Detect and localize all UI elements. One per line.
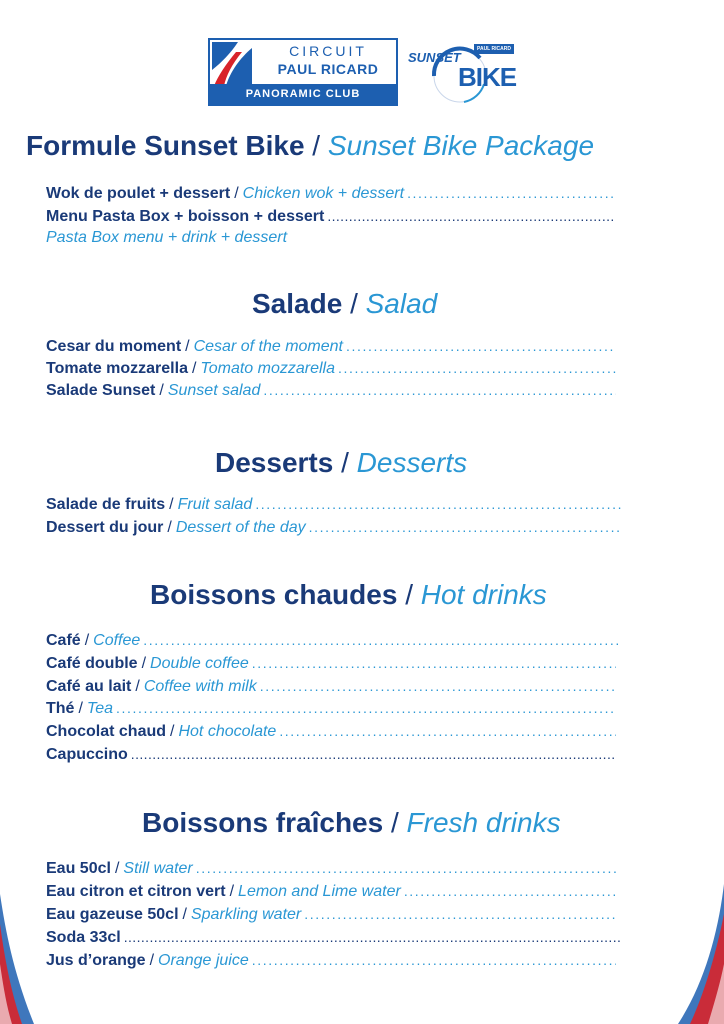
logo-sunset-text: SUNSET bbox=[408, 50, 461, 65]
heading-fr: Desserts bbox=[215, 447, 334, 478]
dot-leader bbox=[121, 926, 620, 948]
item-separator: / bbox=[167, 519, 172, 536]
item-en: Chicken wok + dessert bbox=[242, 185, 405, 202]
heading-en: Sunset Bike Package bbox=[327, 130, 595, 161]
item-fr: Tomate mozzarella bbox=[46, 360, 188, 377]
item-separator: / bbox=[234, 185, 239, 202]
item-en: Sparkling water bbox=[190, 906, 302, 923]
heading-formule bbox=[0, 129, 724, 163]
item-en: Coffee with milk bbox=[143, 678, 257, 695]
heading-fr: Boissons chaudes bbox=[150, 579, 398, 610]
dot-leader bbox=[193, 857, 616, 879]
item-fr: Café au lait bbox=[46, 678, 132, 695]
menu-item bbox=[46, 675, 616, 697]
menu-item bbox=[46, 857, 616, 879]
item-fr: Eau citron et citron vert bbox=[46, 883, 226, 900]
menu-item bbox=[46, 379, 616, 401]
menu-item bbox=[46, 205, 614, 227]
dot-leader bbox=[249, 949, 616, 971]
logo-panoramic-club-text: PANORAMIC CLUB bbox=[210, 84, 396, 104]
item-fr: Café double bbox=[46, 655, 138, 672]
item-fr: Dessert du jour bbox=[46, 519, 164, 536]
menu-item bbox=[46, 903, 616, 925]
dot-leader bbox=[401, 880, 616, 902]
dot-leader bbox=[249, 652, 616, 674]
menu-item bbox=[46, 335, 616, 357]
item-separator: / bbox=[182, 906, 187, 923]
menu-item bbox=[46, 357, 616, 379]
heading-separator: / bbox=[312, 130, 321, 161]
item-fr: Chocolat chaud bbox=[46, 723, 167, 740]
item-separator: / bbox=[229, 883, 235, 900]
heading-fr: Formule Sunset Bike bbox=[26, 130, 305, 161]
item-separator: / bbox=[114, 860, 120, 877]
dot-leader bbox=[128, 743, 616, 765]
item-en: Still water bbox=[123, 860, 193, 877]
item-en: Tomato mozzarella bbox=[200, 360, 335, 377]
dot-leader bbox=[276, 720, 616, 742]
dot-leader bbox=[301, 903, 616, 925]
heading-en: Hot drinks bbox=[420, 579, 547, 610]
item-separator: / bbox=[149, 952, 155, 969]
item-en: Pasta Box menu + drink + dessert bbox=[46, 229, 288, 246]
item-fr: Salade de fruits bbox=[46, 496, 166, 513]
item-separator: / bbox=[135, 678, 140, 695]
decorative-stripes-right bbox=[638, 884, 724, 1024]
item-en: Dessert of the day bbox=[175, 519, 306, 536]
item-en: Orange juice bbox=[158, 952, 249, 969]
item-fr: Cesar du moment bbox=[46, 338, 182, 355]
dot-leader bbox=[257, 675, 616, 697]
item-separator: / bbox=[141, 655, 147, 672]
item-en: Cesar of the moment bbox=[193, 338, 343, 355]
dot-leader bbox=[260, 379, 616, 401]
heading-separator: / bbox=[390, 807, 399, 838]
menu-item bbox=[46, 516, 622, 538]
menu-item bbox=[46, 697, 616, 719]
logo-mini-paul-ricard: PAUL RICARD bbox=[474, 44, 514, 54]
item-separator: / bbox=[78, 700, 83, 717]
dot-leader bbox=[252, 493, 622, 515]
dot-leader bbox=[335, 357, 616, 379]
item-en: Double coffee bbox=[150, 655, 249, 672]
dot-leader bbox=[140, 629, 622, 651]
heading-separator: / bbox=[341, 447, 349, 478]
decorative-stripes-left bbox=[0, 894, 40, 1024]
dot-leader bbox=[113, 697, 616, 719]
item-separator: / bbox=[84, 632, 90, 649]
heading-desserts bbox=[0, 446, 724, 480]
heading-boissons-fraiches bbox=[0, 806, 724, 840]
item-fr: Thé bbox=[46, 700, 75, 717]
menu-item bbox=[46, 493, 622, 515]
dot-leader bbox=[343, 335, 616, 357]
item-en: Tea bbox=[86, 700, 114, 717]
item-en: Fruit salad bbox=[177, 496, 253, 513]
logo-bike-text: BIKE bbox=[458, 62, 517, 92]
item-separator: / bbox=[159, 382, 164, 399]
item-fr: Soda 33cl bbox=[46, 929, 121, 946]
item-en: Lemon and Lime water bbox=[238, 883, 401, 900]
menu-item bbox=[46, 227, 614, 249]
heading-en: Desserts bbox=[356, 447, 468, 478]
menu-item bbox=[46, 652, 616, 674]
item-fr: Capuccino bbox=[46, 746, 128, 763]
circuit-paul-ricard-logo bbox=[208, 38, 398, 106]
menu-item bbox=[46, 629, 622, 651]
dot-leader bbox=[404, 182, 614, 204]
heading-en: Fresh drinks bbox=[406, 807, 561, 838]
item-en: Sunset salad bbox=[167, 382, 261, 399]
sunset-bike-logo bbox=[404, 36, 520, 108]
item-en: Hot chocolate bbox=[178, 723, 277, 740]
dot-leader bbox=[324, 205, 614, 227]
heading-fr: Boissons fraîches bbox=[142, 807, 384, 838]
flag-icon bbox=[212, 42, 252, 86]
menu-item bbox=[46, 182, 614, 204]
menu-item bbox=[46, 743, 616, 765]
logo-circuit-text: CIRCUIT bbox=[289, 43, 367, 59]
item-fr: Salade Sunset bbox=[46, 382, 156, 399]
item-separator: / bbox=[170, 723, 175, 740]
item-separator: / bbox=[169, 496, 174, 513]
heading-separator: / bbox=[405, 579, 413, 610]
heading-salade bbox=[0, 287, 724, 321]
heading-fr: Salade bbox=[252, 288, 343, 319]
menu-item bbox=[46, 720, 616, 742]
item-fr: Eau 50cl bbox=[46, 860, 111, 877]
item-fr: Menu Pasta Box + boisson + dessert bbox=[46, 208, 325, 225]
menu-item bbox=[46, 949, 616, 971]
item-en: Coffee bbox=[93, 632, 141, 649]
item-fr: Eau gazeuse 50cl bbox=[46, 906, 179, 923]
heading-en: Salad bbox=[365, 288, 438, 319]
logo-paul-ricard-text: PAUL RICARD bbox=[277, 61, 379, 77]
heading-separator: / bbox=[350, 288, 358, 319]
heading-boissons-chaudes bbox=[0, 578, 724, 612]
menu-item bbox=[46, 880, 616, 902]
item-separator: / bbox=[185, 338, 190, 355]
item-fr: Jus d’orange bbox=[46, 952, 146, 969]
item-fr: Wok de poulet + dessert bbox=[46, 185, 231, 202]
menu-item bbox=[46, 926, 620, 948]
dot-leader bbox=[306, 516, 622, 538]
item-separator: / bbox=[191, 360, 197, 377]
item-fr: Café bbox=[46, 632, 81, 649]
